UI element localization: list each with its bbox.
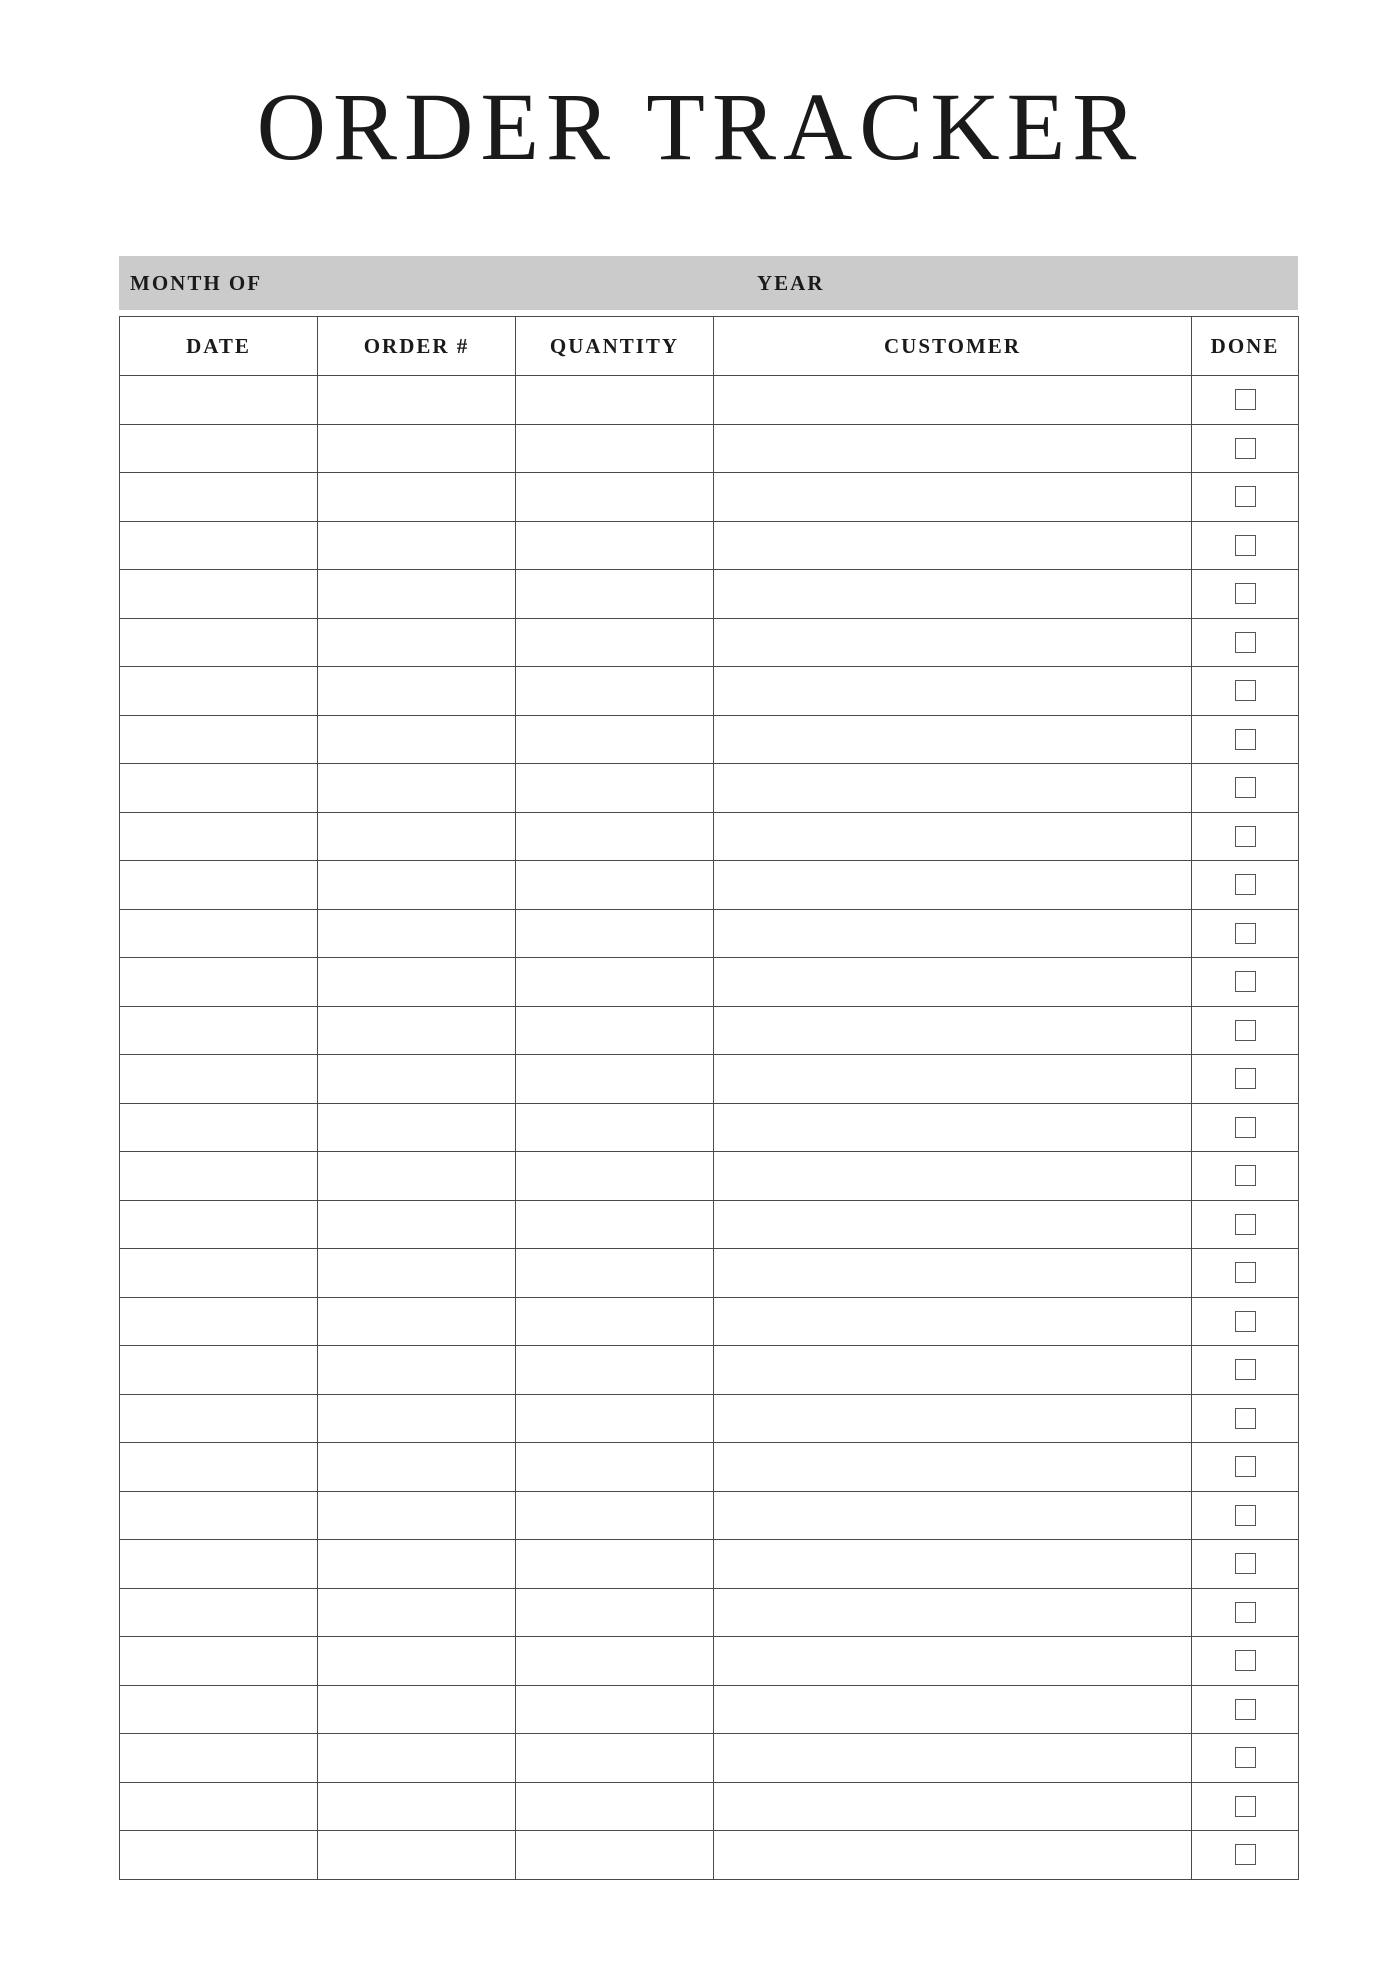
customer-cell[interactable] [714,1588,1192,1637]
table-row [120,1637,1299,1686]
date-cell[interactable] [120,1685,318,1734]
done-checkbox[interactable] [1235,1408,1256,1429]
order-number-cell[interactable] [318,812,516,861]
customer-cell[interactable] [714,1346,1192,1395]
done-checkbox[interactable] [1235,1505,1256,1526]
quantity-cell[interactable] [516,1394,714,1443]
order-number-cell[interactable] [318,861,516,910]
date-cell[interactable] [120,1103,318,1152]
done-cell [1192,812,1299,861]
done-cell [1192,1200,1299,1249]
period-bar [119,256,1298,310]
table-row [120,909,1299,958]
table-row [120,376,1299,425]
done-cell [1192,861,1299,910]
date-cell[interactable] [120,1637,318,1686]
order-number-cell[interactable] [318,1055,516,1104]
order-number-cell[interactable] [318,1491,516,1540]
done-checkbox[interactable] [1235,1844,1256,1865]
order-number-cell[interactable] [318,1297,516,1346]
table-body [120,376,1299,1880]
order-number-cell[interactable] [318,1588,516,1637]
table-row [120,1734,1299,1783]
done-checkbox[interactable] [1235,1796,1256,1817]
date-cell[interactable] [120,1443,318,1492]
column-header-done: DONE [1192,317,1299,376]
done-cell [1192,1734,1299,1783]
done-checkbox[interactable] [1235,486,1256,507]
customer-cell[interactable] [714,861,1192,910]
done-checkbox[interactable] [1235,923,1256,944]
quantity-cell[interactable] [516,1346,714,1395]
table-row [120,764,1299,813]
customer-cell[interactable] [714,1443,1192,1492]
quantity-cell[interactable] [516,861,714,910]
order-number-cell[interactable] [318,1637,516,1686]
order-number-cell[interactable] [318,1103,516,1152]
done-checkbox[interactable] [1235,1359,1256,1380]
customer-cell[interactable] [714,1006,1192,1055]
date-cell[interactable] [120,812,318,861]
done-checkbox[interactable] [1235,1068,1256,1089]
quantity-cell[interactable] [516,667,714,716]
done-cell [1192,1394,1299,1443]
quantity-cell[interactable] [516,618,714,667]
order-number-cell[interactable] [318,1006,516,1055]
done-checkbox[interactable] [1235,729,1256,750]
customer-cell[interactable] [714,1152,1192,1201]
done-cell [1192,667,1299,716]
customer-cell[interactable] [714,1200,1192,1249]
date-cell[interactable] [120,618,318,667]
table-row [120,1103,1299,1152]
done-checkbox[interactable] [1235,389,1256,410]
done-checkbox[interactable] [1235,438,1256,459]
customer-cell[interactable] [714,958,1192,1007]
done-cell [1192,521,1299,570]
order-number-cell[interactable] [318,473,516,522]
order-number-cell[interactable] [318,1443,516,1492]
table-row [120,958,1299,1007]
table-row [120,1297,1299,1346]
date-cell[interactable] [120,958,318,1007]
table-row [120,1200,1299,1249]
customer-cell[interactable] [714,667,1192,716]
table-row [120,1831,1299,1880]
date-cell[interactable] [120,1152,318,1201]
done-cell [1192,1782,1299,1831]
date-cell[interactable] [120,1297,318,1346]
quantity-cell[interactable] [516,1831,714,1880]
done-checkbox[interactable] [1235,1311,1256,1332]
quantity-cell[interactable] [516,1443,714,1492]
quantity-cell[interactable] [516,1152,714,1201]
table-row [120,1006,1299,1055]
order-number-cell[interactable] [318,1249,516,1298]
done-cell [1192,958,1299,1007]
date-cell[interactable] [120,1491,318,1540]
customer-cell[interactable] [714,1491,1192,1540]
quantity-cell[interactable] [516,1103,714,1152]
quantity-cell[interactable] [516,1637,714,1686]
done-cell [1192,618,1299,667]
table-row [120,812,1299,861]
table-row [120,570,1299,619]
date-cell[interactable] [120,1394,318,1443]
customer-cell[interactable] [714,715,1192,764]
table-row [120,1152,1299,1201]
quantity-cell[interactable] [516,909,714,958]
done-checkbox[interactable] [1235,1020,1256,1041]
year-label: YEAR [757,271,825,295]
order-tracker-table [119,316,1299,1880]
date-cell[interactable] [120,667,318,716]
quantity-cell[interactable] [516,1249,714,1298]
date-cell[interactable] [120,424,318,473]
done-cell [1192,764,1299,813]
order-number-cell[interactable] [318,424,516,473]
customer-cell[interactable] [714,1734,1192,1783]
customer-cell[interactable] [714,812,1192,861]
quantity-cell[interactable] [516,1685,714,1734]
column-header-order-number: ORDER # [318,317,516,376]
order-number-cell[interactable] [318,618,516,667]
date-cell[interactable] [120,1831,318,1880]
customer-cell[interactable] [714,764,1192,813]
table-row [120,1249,1299,1298]
quantity-cell[interactable] [516,1006,714,1055]
table-row [120,1540,1299,1589]
customer-cell[interactable] [714,1782,1192,1831]
date-cell[interactable] [120,521,318,570]
quantity-cell[interactable] [516,812,714,861]
customer-cell[interactable] [714,424,1192,473]
quantity-cell[interactable] [516,521,714,570]
date-cell[interactable] [120,1782,318,1831]
done-checkbox[interactable] [1235,1214,1256,1235]
done-cell [1192,1006,1299,1055]
quantity-cell[interactable] [516,1782,714,1831]
date-cell[interactable] [120,764,318,813]
done-cell [1192,1297,1299,1346]
date-cell[interactable] [120,376,318,425]
done-checkbox[interactable] [1235,874,1256,895]
done-cell [1192,1831,1299,1880]
order-number-cell[interactable] [318,715,516,764]
date-cell[interactable] [120,1734,318,1783]
quantity-cell[interactable] [516,473,714,522]
order-number-cell[interactable] [318,376,516,425]
done-cell [1192,715,1299,764]
table-row [120,618,1299,667]
quantity-cell[interactable] [516,1540,714,1589]
quantity-cell[interactable] [516,1491,714,1540]
done-cell [1192,1685,1299,1734]
order-number-cell[interactable] [318,1200,516,1249]
customer-cell[interactable] [714,1540,1192,1589]
table-row [120,473,1299,522]
done-checkbox[interactable] [1235,535,1256,556]
done-checkbox[interactable] [1235,1699,1256,1720]
quantity-cell[interactable] [516,1297,714,1346]
date-cell[interactable] [120,1346,318,1395]
customer-cell[interactable] [714,1685,1192,1734]
order-number-cell[interactable] [318,1540,516,1589]
quantity-cell[interactable] [516,715,714,764]
done-checkbox[interactable] [1235,1747,1256,1768]
quantity-cell[interactable] [516,764,714,813]
date-cell[interactable] [120,1588,318,1637]
table-row [120,1443,1299,1492]
done-checkbox[interactable] [1235,1117,1256,1138]
customer-cell[interactable] [714,1297,1192,1346]
done-cell [1192,570,1299,619]
done-cell [1192,1152,1299,1201]
table-row [120,1491,1299,1540]
table-row [120,521,1299,570]
quantity-cell[interactable] [516,1588,714,1637]
table-row [120,424,1299,473]
date-cell[interactable] [120,715,318,764]
order-number-cell[interactable] [318,1152,516,1201]
date-cell[interactable] [120,909,318,958]
quantity-cell[interactable] [516,958,714,1007]
quantity-cell[interactable] [516,570,714,619]
table-row [120,1685,1299,1734]
done-checkbox[interactable] [1235,1602,1256,1623]
customer-cell[interactable] [714,1637,1192,1686]
order-number-cell[interactable] [318,1685,516,1734]
date-cell[interactable] [120,1200,318,1249]
order-number-cell[interactable] [318,570,516,619]
column-header-quantity: QUANTITY [516,317,714,376]
done-cell [1192,1249,1299,1298]
customer-cell[interactable] [714,1831,1192,1880]
customer-cell[interactable] [714,376,1192,425]
order-number-cell[interactable] [318,1782,516,1831]
done-cell [1192,1103,1299,1152]
order-number-cell[interactable] [318,958,516,1007]
table-row [120,1394,1299,1443]
customer-cell[interactable] [714,618,1192,667]
column-header-date: DATE [120,317,318,376]
done-checkbox[interactable] [1235,1165,1256,1186]
done-checkbox[interactable] [1235,1553,1256,1574]
done-cell [1192,1055,1299,1104]
order-number-cell[interactable] [318,667,516,716]
done-checkbox[interactable] [1235,680,1256,701]
done-checkbox[interactable] [1235,1262,1256,1283]
page-title: ORDER TRACKER [256,73,1144,180]
done-cell [1192,424,1299,473]
date-cell[interactable] [120,1540,318,1589]
date-cell[interactable] [120,1006,318,1055]
column-header-customer: CUSTOMER [714,317,1192,376]
table-row [120,1588,1299,1637]
customer-cell[interactable] [714,1103,1192,1152]
month-of-label: MONTH OF [130,271,263,295]
customer-cell[interactable] [714,1249,1192,1298]
done-checkbox[interactable] [1235,1456,1256,1477]
table-row [120,715,1299,764]
order-number-cell[interactable] [318,1346,516,1395]
header-row [120,317,1299,376]
order-number-cell[interactable] [318,1734,516,1783]
quantity-cell[interactable] [516,1200,714,1249]
done-cell [1192,473,1299,522]
done-checkbox[interactable] [1235,1650,1256,1671]
date-cell[interactable] [120,570,318,619]
order-number-cell[interactable] [318,1394,516,1443]
table-row [120,667,1299,716]
order-number-cell[interactable] [318,1831,516,1880]
done-cell [1192,1588,1299,1637]
quantity-cell[interactable] [516,1734,714,1783]
date-cell[interactable] [120,473,318,522]
quantity-cell[interactable] [516,1055,714,1104]
done-checkbox[interactable] [1235,826,1256,847]
order-number-cell[interactable] [318,764,516,813]
table-row [120,1055,1299,1104]
done-cell [1192,1443,1299,1492]
done-cell [1192,1346,1299,1395]
date-cell[interactable] [120,1249,318,1298]
customer-cell[interactable] [714,570,1192,619]
customer-cell[interactable] [714,1394,1192,1443]
done-checkbox[interactable] [1235,583,1256,604]
done-cell [1192,1491,1299,1540]
date-cell[interactable] [120,861,318,910]
done-checkbox[interactable] [1235,632,1256,653]
table-row [120,861,1299,910]
quantity-cell[interactable] [516,376,714,425]
done-checkbox[interactable] [1235,777,1256,798]
customer-cell[interactable] [714,473,1192,522]
done-cell [1192,1540,1299,1589]
customer-cell[interactable] [714,909,1192,958]
done-cell [1192,909,1299,958]
customer-cell[interactable] [714,1055,1192,1104]
customer-cell[interactable] [714,521,1192,570]
done-cell [1192,376,1299,425]
order-number-cell[interactable] [318,521,516,570]
done-cell [1192,1637,1299,1686]
table-row [120,1346,1299,1395]
done-checkbox[interactable] [1235,971,1256,992]
order-number-cell[interactable] [318,909,516,958]
quantity-cell[interactable] [516,424,714,473]
table-row [120,1782,1299,1831]
date-cell[interactable] [120,1055,318,1104]
